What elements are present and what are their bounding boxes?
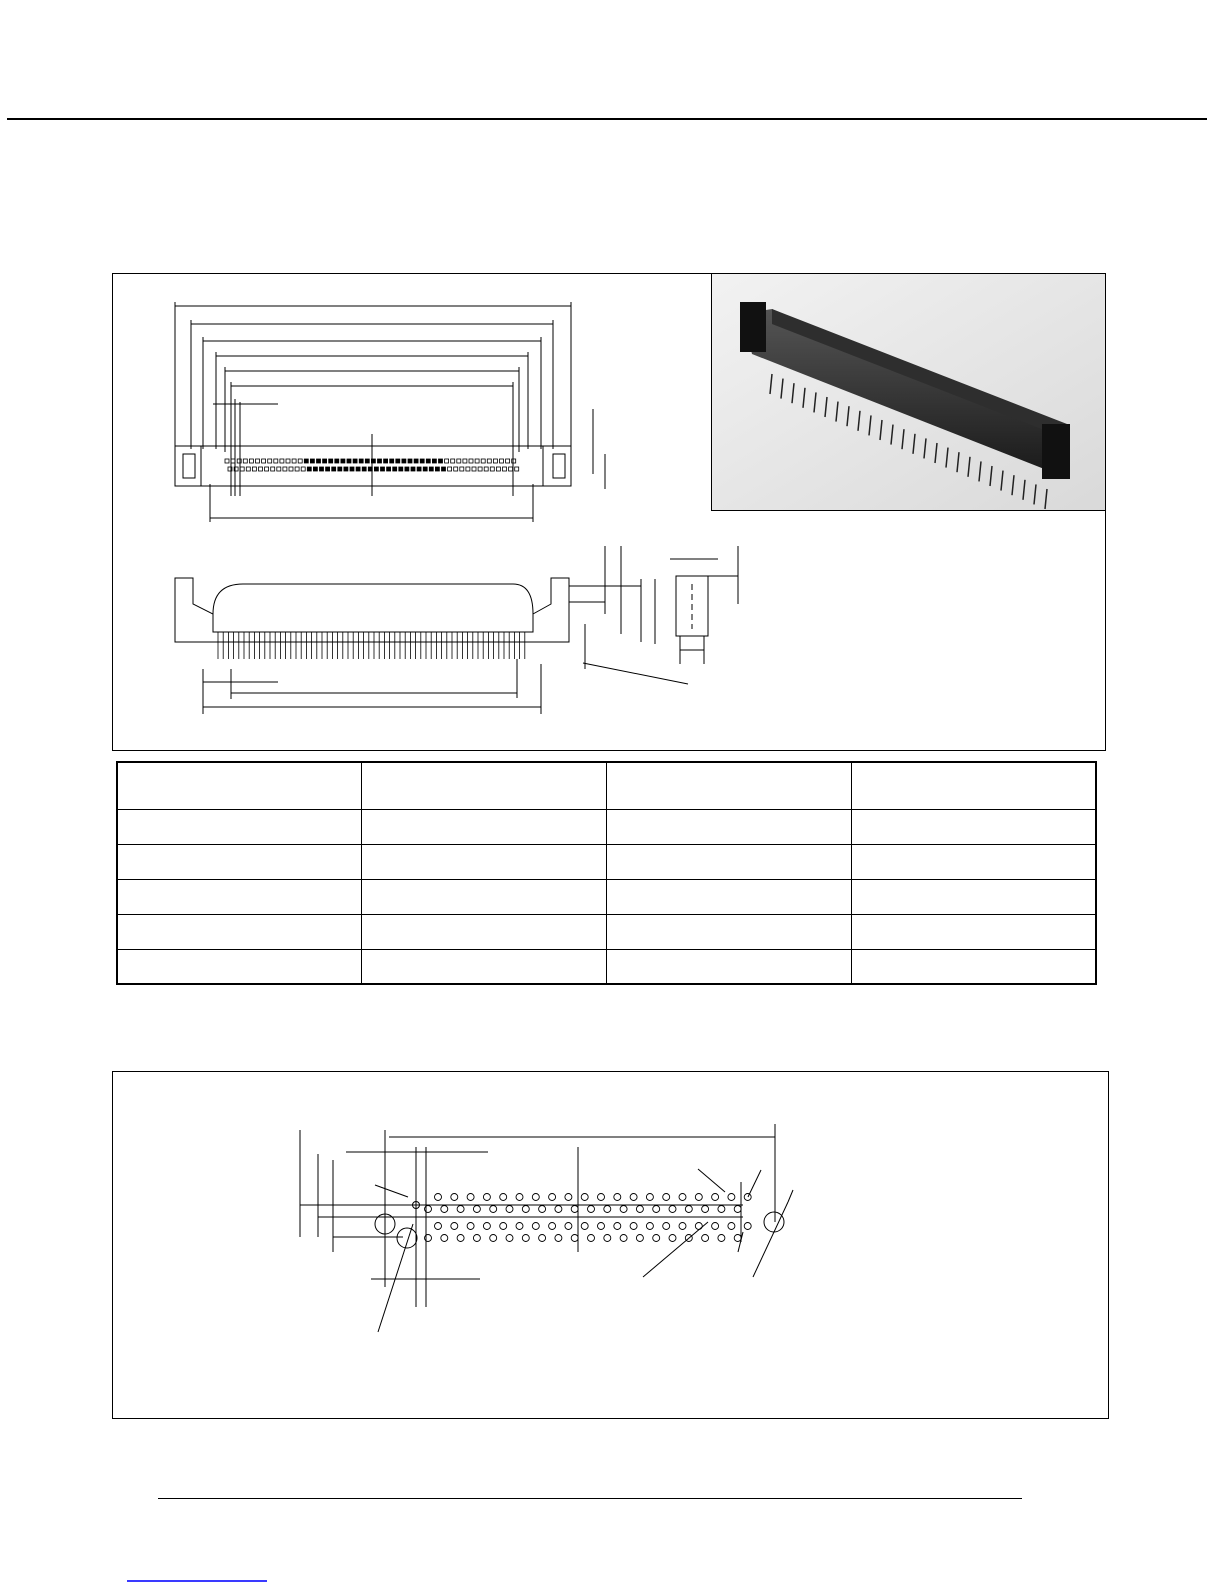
table-cell [362,844,607,879]
table-cell [851,809,1096,844]
table-cell [117,844,362,879]
table-cell [607,949,852,984]
footprint-dimensions [300,1124,793,1332]
end-view-body [670,546,738,664]
table-cell [117,949,362,984]
table-header-cell [607,762,852,809]
table-cell [117,914,362,949]
table-cell [607,844,852,879]
connector-photo-icon [712,274,1106,511]
top-rule [7,118,1207,120]
table-cell [362,949,607,984]
table-cell [362,914,607,949]
table-cell [117,879,362,914]
table-row [117,949,1096,984]
table-row [117,844,1096,879]
table-header-row [117,762,1096,809]
table-cell [607,914,852,949]
table-header-cell [851,762,1096,809]
table-cell [851,879,1096,914]
side-view-body [175,546,688,714]
table-row [117,879,1096,914]
bottom-rule [158,1498,1022,1499]
top-view-dimensions [175,302,605,522]
table-cell [851,844,1096,879]
table-cell [607,809,852,844]
table-header-cell [117,762,362,809]
table-cell [117,809,362,844]
spec-table [116,761,1097,985]
connector-photo [711,273,1106,511]
table-header-cell [362,762,607,809]
table-cell [607,879,852,914]
pcb-footprint-panel [112,1071,1109,1419]
table-row [117,809,1096,844]
table-row [117,914,1096,949]
top-view-body [175,446,571,486]
footer-link-underline[interactable] [127,1580,267,1582]
table-cell [362,809,607,844]
table-cell [851,914,1096,949]
table-cell [362,879,607,914]
pcb-footprint-drawing-icon [113,1072,1110,1420]
table-cell [851,949,1096,984]
